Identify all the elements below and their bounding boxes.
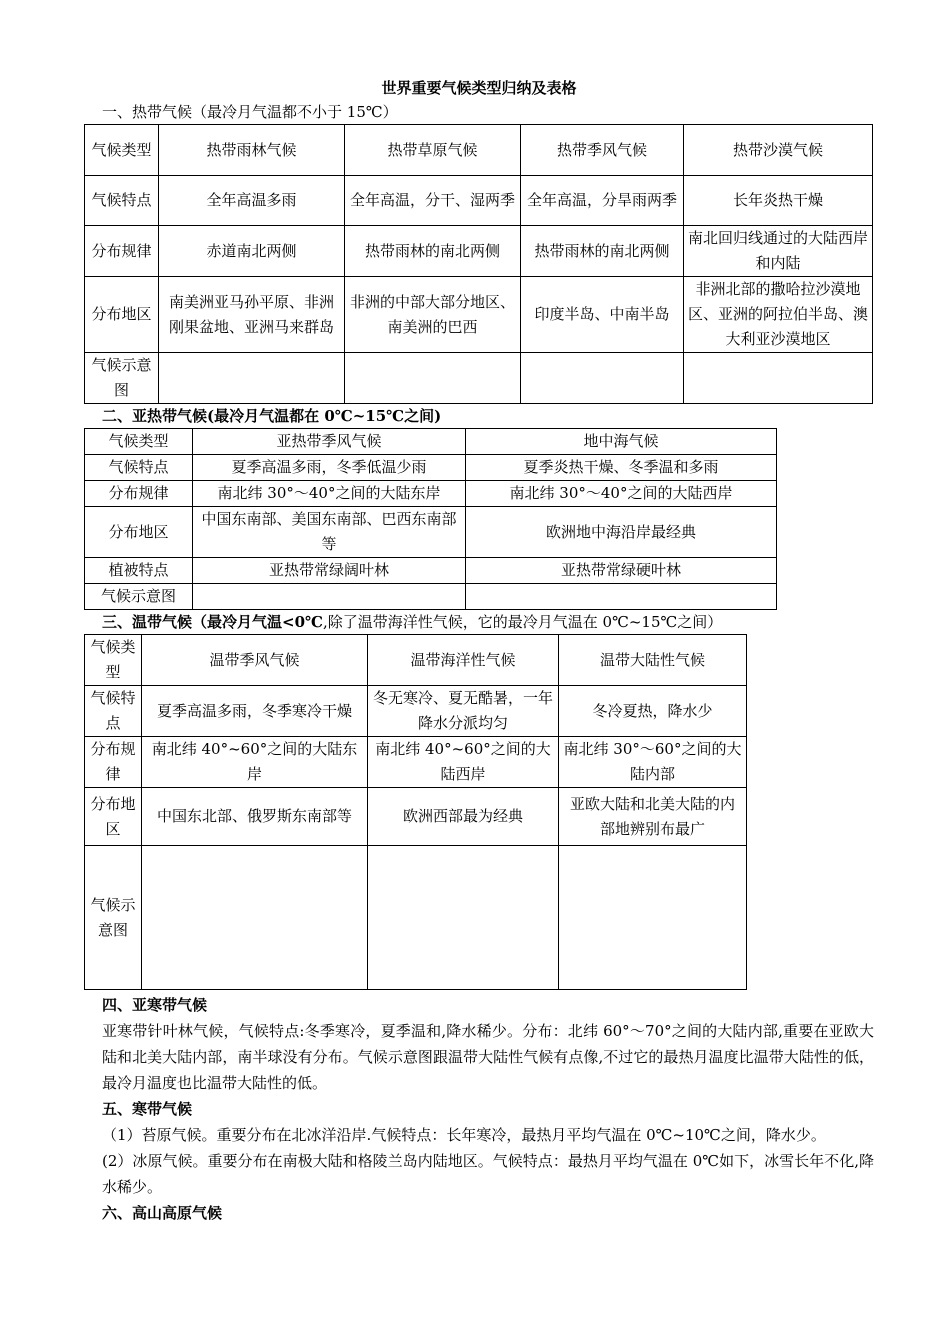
table-cell: 温带大陆性气候 — [559, 635, 747, 686]
table-cell: 南北回归线通过的大陆西岸和内陆 — [684, 226, 873, 277]
table-cell: 夏季高温多雨，冬季寒冷干燥 — [142, 686, 368, 737]
table-cell: 南北纬 30°～40°之间的大陆西岸 — [466, 481, 777, 507]
table-cell: 非洲的中部大部分地区、南美洲的巴西 — [345, 277, 521, 353]
temperate-climate-table — [84, 634, 747, 990]
table-cell: 亚热带常绿阔叶林 — [193, 558, 466, 584]
table-cell — [159, 353, 345, 404]
table-row — [85, 635, 747, 686]
table-cell: 分布规律 — [85, 481, 193, 507]
section-6-heading: 六、高山高原气候 — [102, 1204, 223, 1222]
table-cell: 分布规律 — [85, 737, 142, 788]
table-cell: 赤道南北两侧 — [159, 226, 345, 277]
table-cell — [521, 353, 684, 404]
table-cell: 印度半岛、中南半岛 — [521, 277, 684, 353]
table-cell: 全年高温，分旱雨两季 — [521, 176, 684, 226]
section-5-paragraph-2: (2）冰原气候。重要分布在南极大陆和格陵兰岛内陆地区。气候特点：最热月平均气温在 0℃如下，冰雪长年不化,降水稀少。 — [102, 1152, 874, 1196]
table-cell: 冬无寒冷、夏无酷暑，一年降水分派均匀 — [368, 686, 559, 737]
table-cell: 热带雨林的南北两侧 — [345, 226, 521, 277]
table-cell — [345, 353, 521, 404]
document-page — [84, 76, 874, 1226]
table-cell: 分布地区 — [85, 277, 159, 353]
table-row — [85, 686, 747, 737]
section-4-paragraph: 亚寒带针叶林气候，气候特点:冬季寒冷，夏季温和,降水稀少。分布：北纬 60°～70°之间的大陆内部,重要在亚欧大陆和北美大陆内部，南半球没有分布。气候示意图跟温带大陆性气候有点像,不过它的最热月温度比温带大陆性的低，最冷月温度也比温带大陆性的低。 — [102, 1022, 874, 1092]
subtropical-climate-table — [84, 428, 777, 610]
table-cell — [368, 846, 559, 990]
table-cell: 中国东北部、俄罗斯东南部等 — [142, 788, 368, 846]
table-cell: 南美洲亚马孙平原、非洲刚果盆地、亚洲马来群岛 — [159, 277, 345, 353]
section-3-heading-rest: ,除了温带海洋性气候，它的最冷月气温在 0℃~15℃之间） — [322, 613, 723, 631]
table-cell: 全年高温多雨 — [159, 176, 345, 226]
table-cell: 南北纬 40°~60°之间的大陆西岸 — [368, 737, 559, 788]
table-row — [85, 125, 873, 176]
table-cell: 全年高温，分干、湿两季 — [345, 176, 521, 226]
table-cell: 亚热带季风气候 — [193, 429, 466, 455]
table-cell: 温带季风气候 — [142, 635, 368, 686]
table-cell: 气候类型 — [85, 635, 142, 686]
table-cell: 长年炎热干燥 — [684, 176, 873, 226]
table-cell: 冬冷夏热，降水少 — [559, 686, 747, 737]
section-2-heading: 二、亚热带气候(最冷月气温都在 0℃~15℃之间) — [102, 407, 442, 425]
table-cell: 非洲北部的撒哈拉沙漠地区、亚洲的阿拉伯半岛、澳大利亚沙漠地区 — [684, 277, 873, 353]
table-cell: 中国东南部、美国东南部、巴西东南部等 — [193, 507, 466, 558]
table-row — [85, 226, 873, 277]
table-row — [85, 429, 777, 455]
section-3-heading-bold: 三、温带气候（最冷月气温<0℃ — [102, 613, 323, 631]
table-cell: 地中海气候 — [466, 429, 777, 455]
table-row — [85, 176, 873, 226]
table-row — [85, 481, 777, 507]
table-cell: 分布规律 — [85, 226, 159, 277]
table-cell: 热带雨林的南北两侧 — [521, 226, 684, 277]
table-cell — [559, 846, 747, 990]
table-cell: 分布地区 — [85, 788, 142, 846]
table-cell: 气候类型 — [85, 429, 193, 455]
table-cell — [466, 584, 777, 610]
table-cell: 温带海洋性气候 — [368, 635, 559, 686]
table-cell: 欧洲地中海沿岸最经典 — [466, 507, 777, 558]
table-cell: 气候特点 — [85, 176, 159, 226]
table-cell — [142, 846, 368, 990]
table-cell: 南北纬 40°~60°之间的大陆东岸 — [142, 737, 368, 788]
table-cell: 夏季炎热干燥、冬季温和多雨 — [466, 455, 777, 481]
section-3-heading — [84, 610, 874, 634]
section-5-heading: 五、寒带气候 — [102, 1100, 193, 1118]
table-cell: 气候示意图 — [85, 846, 142, 990]
table-cell: 气候示意图 — [85, 584, 193, 610]
table-cell: 夏季高温多雨，冬季低温少雨 — [193, 455, 466, 481]
table-row — [85, 788, 747, 846]
table-cell: 气候特点 — [85, 686, 142, 737]
table-cell: 气候示意图 — [85, 353, 159, 404]
table-row — [85, 846, 747, 990]
table-cell — [193, 584, 466, 610]
table-cell: 植被特点 — [85, 558, 193, 584]
table-row — [85, 455, 777, 481]
table-cell: 欧洲西部最为经典 — [368, 788, 559, 846]
table-row — [85, 353, 873, 404]
table-row — [85, 737, 747, 788]
table-cell: 分布地区 — [85, 507, 193, 558]
table-cell: 亚热带常绿硬叶林 — [466, 558, 777, 584]
table-cell: 热带沙漠气候 — [684, 125, 873, 176]
table-row — [85, 277, 873, 353]
table-cell: 热带季风气候 — [521, 125, 684, 176]
table-cell: 气候类型 — [85, 125, 159, 176]
table-row — [85, 558, 777, 584]
tropical-climate-table — [84, 124, 873, 404]
table-row — [85, 584, 777, 610]
table-cell: 南北纬 30°～40°之间的大陆东岸 — [193, 481, 466, 507]
table-cell: 热带草原气候 — [345, 125, 521, 176]
table-cell: 亚欧大陆和北美大陆的内部地辨别布最广 — [559, 788, 747, 846]
table-cell: 气候特点 — [85, 455, 193, 481]
section-1-heading: 一、热带气候（最冷月气温都不小于 15℃） — [102, 103, 398, 121]
table-cell: 热带雨林气候 — [159, 125, 345, 176]
document-title: 世界重要气候类型归纳及表格 — [381, 79, 577, 97]
table-cell: 南北纬 30°～60°之间的大陆内部 — [559, 737, 747, 788]
table-row — [85, 507, 777, 558]
table-cell — [684, 353, 873, 404]
section-5-paragraph-1: （1）苔原气候。重要分布在北冰洋沿岸.气候特点：长年寒冷，最热月平均气温在 0℃~10℃之间，降水少。 — [102, 1126, 826, 1144]
section-4-heading: 四、亚寒带气候 — [102, 996, 208, 1014]
